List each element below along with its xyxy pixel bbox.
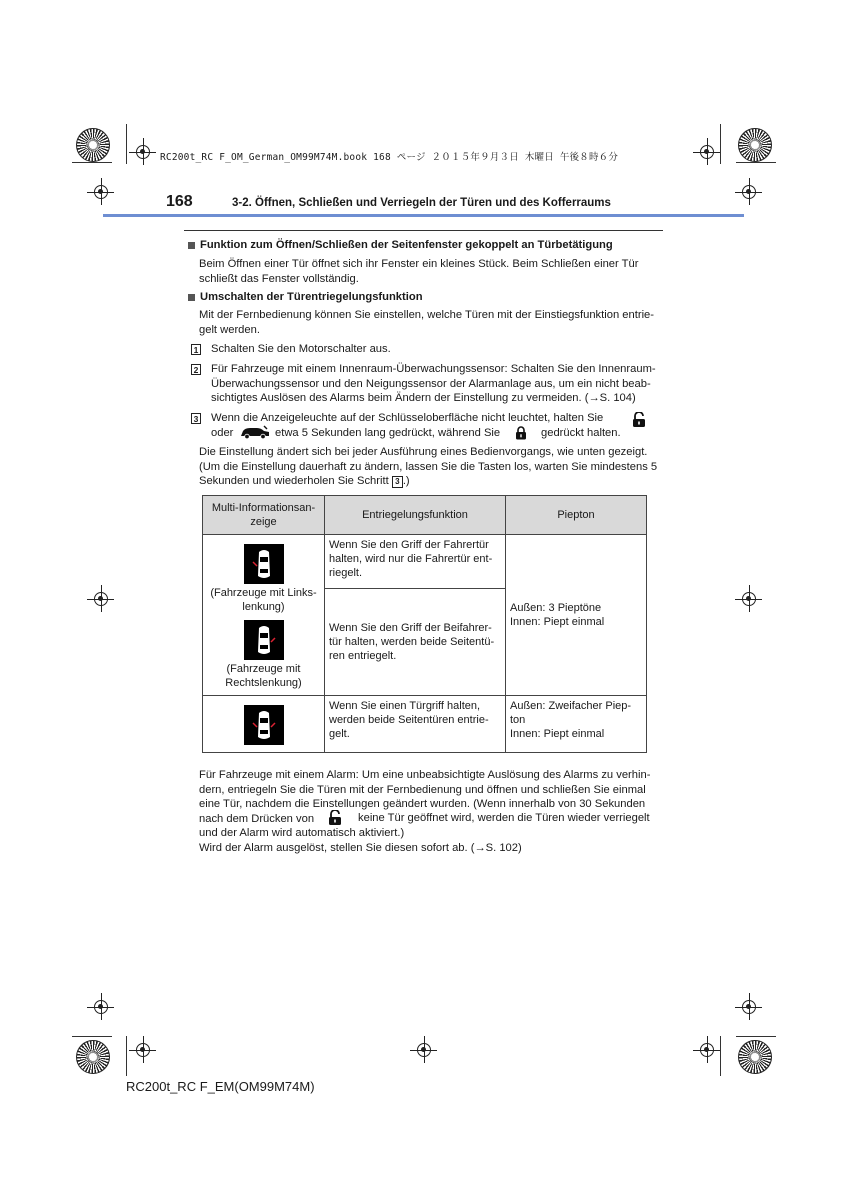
header-rule — [103, 214, 744, 217]
crosshair-mark — [417, 1043, 431, 1057]
display-cell: (Fahrzeuge mit Links- lenkung) (Fahrzeuge mit Rechtslenkung) — [203, 535, 325, 696]
function-cell: Wenn Sie den Griff der Beifahrer- tür halten, werden beide Seitentü- ren entriegelt. — [325, 589, 506, 696]
crosshair-mark — [94, 1000, 108, 1014]
crosshair-mark — [136, 145, 150, 159]
beep-cell: Außen: Zweifacher Piep- ton Innen: Piept einmal — [506, 696, 647, 753]
step-number: 1 — [191, 344, 201, 355]
crosshair-mark — [700, 145, 714, 159]
lock-icon — [515, 426, 527, 440]
car-display-icon — [244, 705, 284, 745]
step-1-text: Schalten Sie den Motorschalter aus. — [211, 343, 391, 355]
block1-heading: Funktion zum Öffnen/Schließen der Seitenfenster gekoppelt an Türbetätigung — [188, 238, 613, 253]
crosshair-mark — [94, 185, 108, 199]
table-header-function: Entriegelungsfunktion — [325, 496, 506, 535]
function-cell: Wenn Sie einen Türgriff halten, werden beide Seitentüren entrie- gelt. — [325, 696, 506, 753]
print-header: RC200t_RC F_OM_German_OM99M74M.book 168 ページ ２０１５年９月３日 木曜日 午後８時６分 — [160, 152, 619, 163]
footer-code: RC200t_RC F_EM(OM99M74M) — [126, 1079, 315, 1094]
bullet-square-icon — [188, 294, 195, 301]
crosshair-mark — [136, 1043, 150, 1057]
step-number: 2 — [191, 364, 201, 375]
step-3-line2-mid: etwa 5 Sekunden lang gedrückt, während Sie — [275, 427, 501, 439]
crosshair-mark — [742, 1000, 756, 1014]
step-3-line2-end: gedrückt halten. — [541, 427, 621, 439]
section-title: 3-2. Öffnen, Schließen und Verriegeln der Türen und des Kofferraums — [232, 197, 611, 209]
unlock-icon — [632, 412, 646, 428]
page-number: 168 — [166, 193, 193, 210]
crosshair-mark — [700, 1043, 714, 1057]
table-header-beep: Piepton — [506, 496, 647, 535]
print-target-mark — [738, 1040, 772, 1074]
display-cell — [203, 696, 325, 753]
content-top-rule — [184, 230, 663, 231]
table-header-row — [203, 496, 647, 535]
crosshair-mark — [742, 592, 756, 606]
step-3-line2: oder — [211, 427, 234, 439]
settings-table — [202, 495, 647, 753]
step-reference-box: 3 — [392, 476, 403, 488]
step-number: 3 — [191, 413, 201, 424]
table-row — [203, 535, 647, 589]
beep-cell: Außen: 3 Pieptöne Innen: Piept einmal — [506, 535, 647, 696]
car-display-icon — [244, 620, 284, 660]
block2-heading: Umschalten der Türentriegelungsfunktion — [188, 290, 423, 305]
block2-body: Mit der Fernbedienung können Sie einstellen, welche Türen mit der Einstiegsfunktion entrie- gelt werden. — [199, 309, 655, 336]
print-target-mark — [76, 128, 110, 162]
block1-body: Beim Öffnen einer Tür öffnet sich ihr Fenster ein kleines Stück. Beim Schließen einer Tür schließt das Fenster vollständig. — [199, 258, 639, 285]
bullet-square-icon — [188, 242, 195, 249]
crosshair-mark — [94, 592, 108, 606]
crosshair-mark — [742, 185, 756, 199]
print-target-mark — [76, 1040, 110, 1074]
print-target-mark — [738, 128, 772, 162]
alarm-note-line4-end: keine Tür geöffnet wird, werden die Türen wieder verriegelt — [358, 812, 650, 824]
function-cell: Wenn Sie den Griff der Fahrertür halten, wird nur die Fahrertür ent- riegelt. — [325, 535, 506, 589]
table-row — [203, 696, 647, 753]
alarm-note: Für Fahrzeuge mit einem Alarm: Um eine unbeabsichtigte Auslösung des Alarms zu verhin- dern, entriegeln Sie die Türen mit der Fernbedienung und öffnen und schließen Sie einmal eine Tür, nachdem die Einstellungen geändert wurden. (Wenn innerhalb von 30 Sekunden nach dem Drücken von und der Alarm wird automatisch aktiviert.) Wird der Alarm ausgelöst, stellen Sie diesen sofort ab. (→S. 102) — [199, 769, 651, 854]
step-3-line1: Wenn die Anzeigeleuchte auf der Schlüsseloberfläche nicht leuchtet, halten Sie — [211, 412, 604, 424]
table-header-display: Multi-Informationsan- zeige — [203, 496, 325, 535]
car-display-icon — [244, 544, 284, 584]
step-2-text: Für Fahrzeuge mit einem Innenraum-Überwachungssensor: Schalten Sie den Innenraum- Überwachungssensor und den Neigungssensor der Alarmanlage aus, um ein nicht beab- sichtigtes Auslösen des Alarms beim Ändern der Einstellung zu vermeiden. (→S. 104) — [211, 363, 656, 404]
unlock-icon — [328, 810, 342, 826]
trunk-icon — [240, 425, 270, 439]
after-steps-text: Die Einstellung ändert sich bei jeder Ausführung eines Bedienvorgangs, wie unten gezeigt. (Um die Einstellung dauerhaft zu ändern, lassen Sie die Tasten los, warten Sie mindestens 5 Sekunden und wiederholen Sie Schritt 3 .) — [199, 446, 658, 487]
